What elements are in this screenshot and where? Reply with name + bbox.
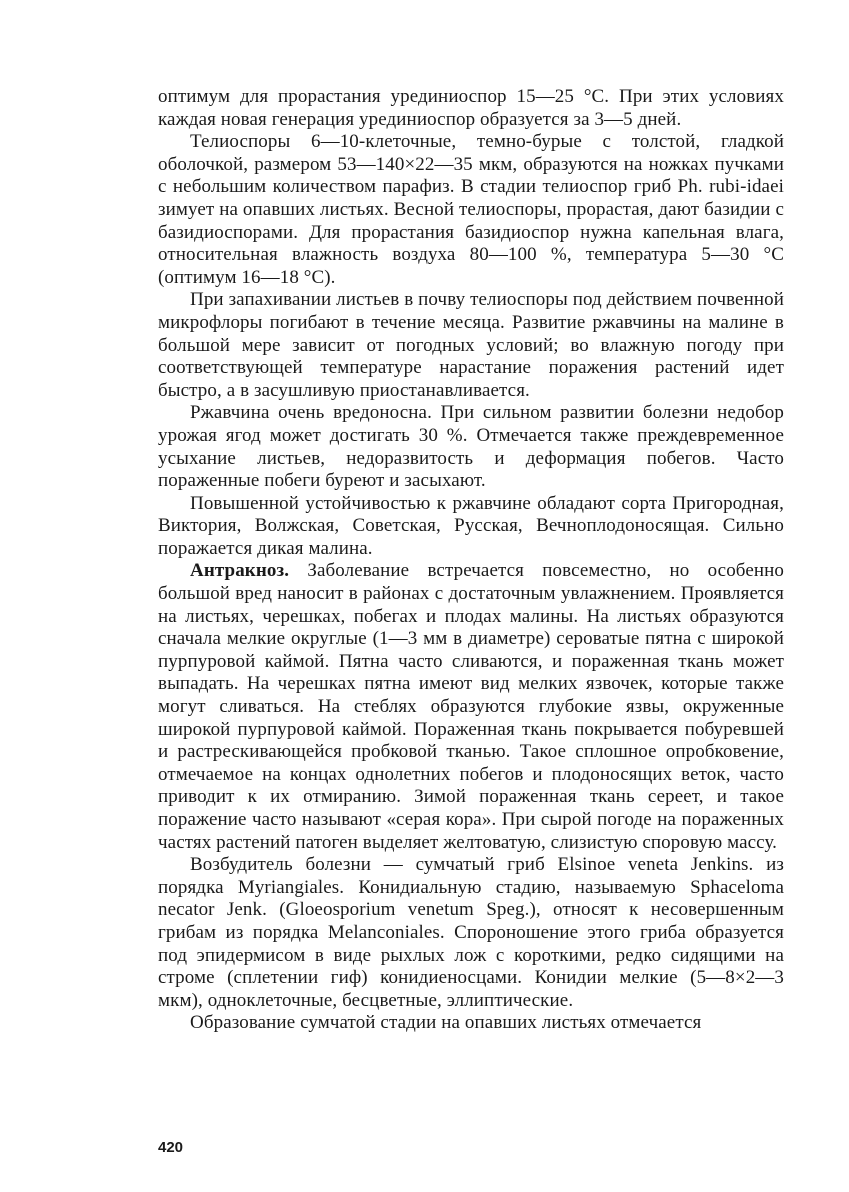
- paragraph-6-text: Заболевание встречается повсеместно, но особенно большой вред наносит в районах с достаточным увлажнением. Проявляется на листьях, черешках, побегах и плодах малины. На листьях образуются сначала мелкие округлые (1—3 мм в диаметре) сероватые пятна с широкой пурпуровой каймой. Пятна часто сливаются, и пораженная ткань может выпадать. На черешках пятна имеют вид мелких язвочек, которые также могут сливаться. На стеблях образуются глубокие язвы, окруженные широкой пурпуровой каймой. Пораженная ткань покрывается побуревшей и растрескивающейся пробковой тканью. Такое сплошное опробковение, отмечаемое на концах однолетних побегов и плодоносящих веток, часто приводит к их отмиранию. Зимой пораженная ткань сереет, и такое поражение часто называют «серая кора». При сырой погоде на пораженных частях растений патоген выделяет желтоватую, слизистую споровую массу.: [158, 560, 784, 853]
- paragraph-7-text: Возбудитель болезни — сумчатый гриб Elsinoe veneta Jenkins. из порядка Myriangiales. Конидиальную стадию, называемую Sphaceloma necator Jenk. (Gloeosporium venetum Speg.), относят к несовершенным грибам из порядка Melanconiales. Спороношение этого гриба образуется под эпидермисом в виде рыхлых лож с короткими, редко сидящими на строме (сплетении гиф) конидиеносцами. Конидии мелкие (5—8×2—3 мкм), одноклеточные, бесцветные, эллиптические.: [158, 854, 784, 1011]
- paragraph-7: [158, 854, 784, 1012]
- paragraph-6-bold-lead: Антракноз.: [190, 560, 290, 582]
- paragraph-8-text: Образование сумчатой стадии на опавших листьях отмечается: [190, 1012, 702, 1034]
- paragraph-4: [158, 402, 784, 492]
- paragraph-5: [158, 493, 784, 561]
- page-text: [158, 86, 784, 1166]
- paragraph-8: [158, 1012, 784, 1035]
- paragraph-1-text: оптимум для прорастания урединиоспор 15—25 °С. При этих условиях каждая новая генерация урединиоспор образуется за 3—5 дней.: [158, 86, 784, 130]
- paragraph-3: [158, 289, 784, 402]
- paragraph-2: [158, 131, 784, 289]
- paragraph-3-text: При запахивании листьев в почву телиоспоры под действием почвенной микрофлоры погибают в течение месяца. Развитие ржавчины на малине в большой мере зависит от погодных условий; во влажную погоду при соответствующей температуре нарастание поражения растений идет быстро, а в засушливую приостанавливается.: [158, 289, 784, 401]
- paragraph-1: [158, 86, 784, 131]
- paragraph-4-text: Ржавчина очень вредоносна. При сильном развитии болезни недобор урожая ягод может достигать 30 %. Отмечается также преждевременное усыхание листьев, недоразвитость и деформация побегов. Часто пораженные побеги буреют и засыхают.: [158, 402, 784, 492]
- page-number: 420: [158, 1139, 184, 1156]
- paragraph-2-text: Телиоспоры 6—10-клеточные, темно-бурые с толстой, гладкой оболочкой, размером 53—140×22—35 мкм, образуются на ножках пучками с небольшим количеством парафиз. В стадии телиоспор гриб Ph. rubi-idaei зимует на опавших листьях. Весной телиоспоры, прорастая, дают базидии с базидиоспорами. Для прорастания базидиоспор нужна капельная влага, относительная влажность воздуха 80—100 %, температура 5—30 °С (оптимум 16—18 °С).: [158, 131, 784, 288]
- paragraph-6: [158, 560, 784, 854]
- paragraph-5-text: Повышенной устойчивостью к ржавчине обладают сорта Пригородная, Виктория, Волжская, Советская, Русская, Вечноплодоносящая. Сильно поражается дикая малина.: [158, 492, 784, 559]
